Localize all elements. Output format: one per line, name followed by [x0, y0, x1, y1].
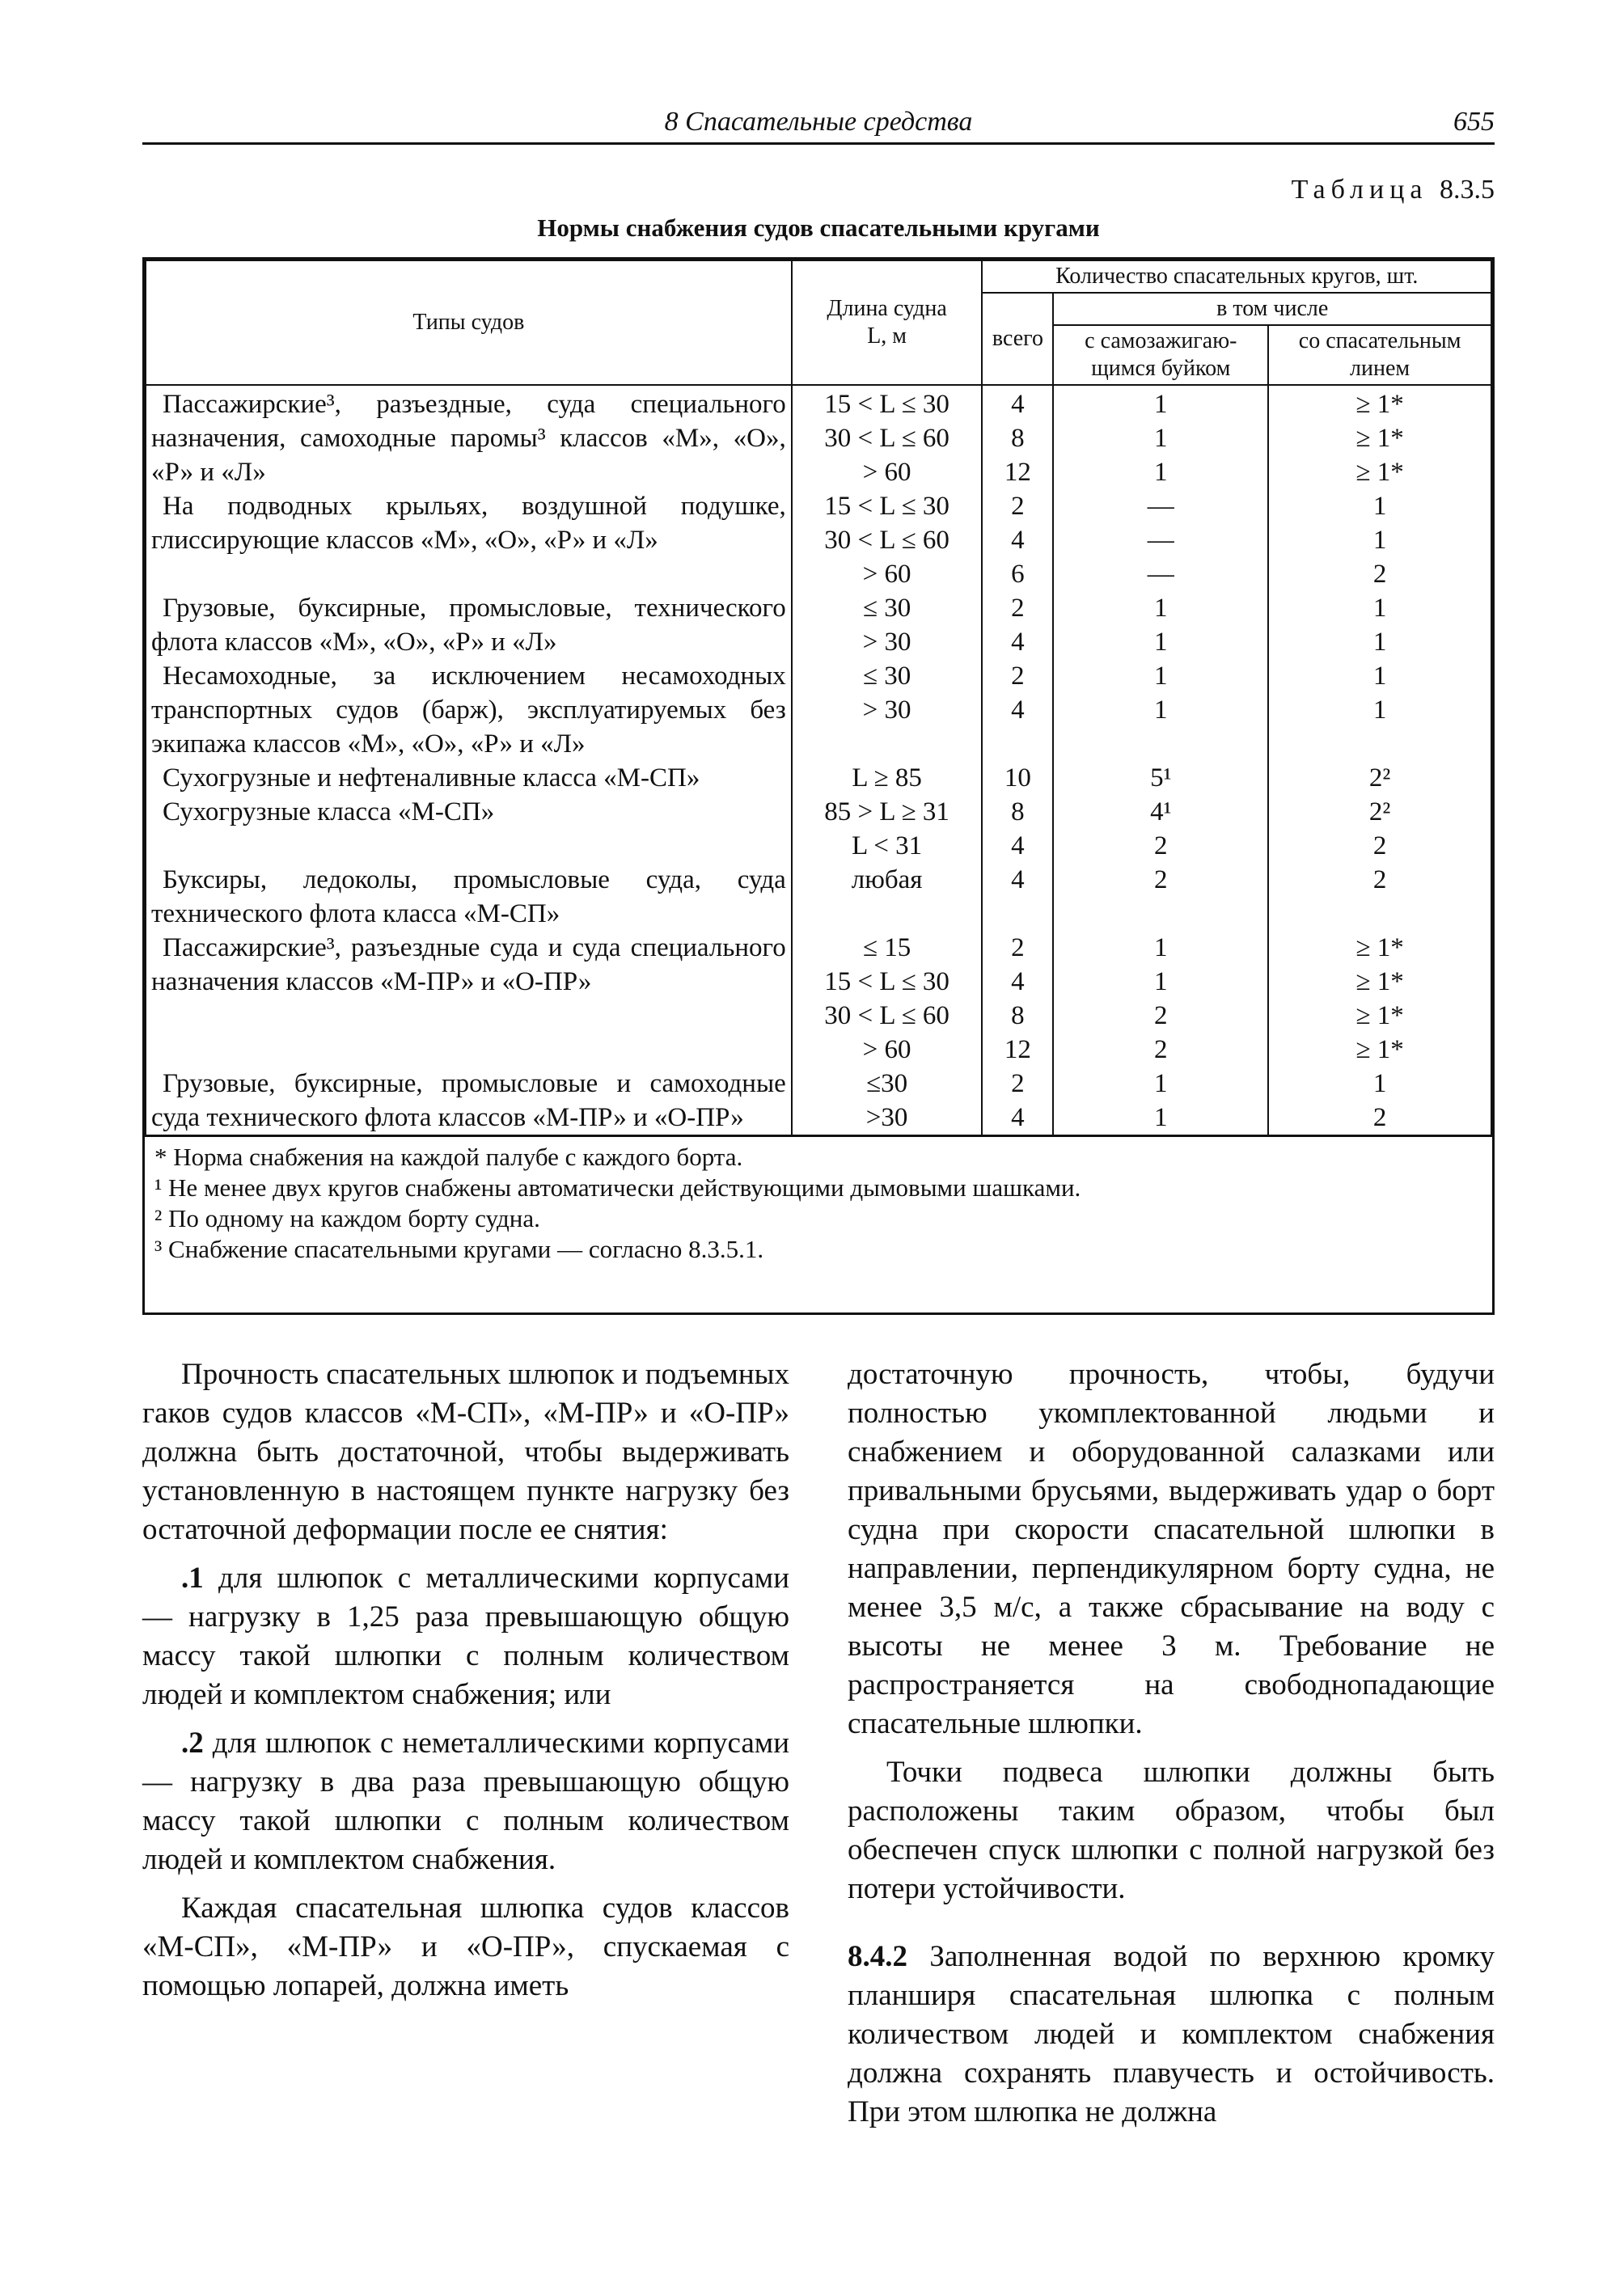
paragraph: достаточную прочность, чтобы, будучи полностью укомплектованной людьми и снабжением и оборудованной салазками или привальными брусьями, выдерживать удар о борт судна при скорости спасательной шлюпки в направлении, перпендикулярном борту судна, не менее 3,5 м/с, а также сбрасывание на воду с высоты не менее 3 м. Требование не распространяется на свободнопадающие спасательные шлюпки. — [848, 1358, 1495, 1740]
row-length: 30 < L ≤ 60 — [824, 424, 949, 453]
footnote: ² По одному на каждом борту судна. — [154, 1204, 540, 1232]
row-length: > 60 — [862, 458, 911, 487]
row-length: L ≥ 85 — [852, 763, 922, 793]
table-label-word: Таблица — [1291, 175, 1428, 205]
list-item-number: .1 — [181, 1562, 204, 1595]
row-length: 30 < L ≤ 60 — [824, 1001, 949, 1030]
col-header-length-unit: L, м — [867, 323, 907, 349]
row-line: ≥ 1* — [1355, 458, 1404, 487]
row-total: 4 — [1011, 1103, 1025, 1132]
row-vessel-type: Грузовые, буксирные, промысловые и самоходные суда технического флота классов «М-ПР» и «О-ПР» — [146, 1067, 792, 1135]
col-header-buoy: с самозажигаю-щимся буйком — [1053, 325, 1268, 385]
body-column-right — [848, 1355, 1495, 2132]
row-buoy: — — [1147, 560, 1174, 589]
row-total-cell — [982, 931, 1053, 1067]
footnote: ³ Снабжение спасательными кругами — согласно 8.3.5.1. — [154, 1235, 764, 1263]
row-total: 12 — [1004, 1035, 1031, 1064]
row-vessel-type: Буксиры, ледоколы, промысловые суда, суда технического флота класса «М-СП» — [146, 863, 792, 931]
row-buoy: 1 — [1154, 695, 1168, 725]
row-length-cell — [792, 489, 983, 591]
table-title: Нормы снабжения судов спасательными кругами — [537, 213, 1100, 242]
row-line: ≥ 1* — [1355, 1035, 1404, 1064]
clause-text: Заполненная водой по верхнюю кромку планширя спасательная шлюпка с полным количеством людей и комплектом снабжения должна сохранять плавучесть и остойчивость. При этом шлюпка не должна — [848, 1940, 1495, 2128]
row-length-cell — [792, 659, 983, 761]
row-length-cell — [792, 1067, 983, 1135]
row-buoy: 1 — [1154, 628, 1168, 657]
row-total: 4 — [1011, 695, 1025, 725]
footnote: * Норма снабжения на каждой палубе с каждого борта. — [154, 1143, 743, 1171]
table-row — [146, 659, 1491, 761]
table-row — [146, 385, 1491, 489]
row-buoy: 2 — [1154, 831, 1168, 860]
list-item-text: для шлюпок с металлическими корпусами — нагрузку в 1,25 раза превышающую общую массу такой шлюпки с полным количеством людей и комплектом снабжения; или — [142, 1562, 790, 1711]
row-line: 1 — [1372, 662, 1387, 691]
footnote: ¹ Не менее двух кругов снабжены автоматически действующими дымовыми шашками. — [154, 1173, 1081, 1202]
row-line: 1 — [1372, 628, 1387, 657]
row-line-cell — [1268, 659, 1491, 761]
row-total: 10 — [1004, 763, 1031, 793]
row-line-cell — [1268, 795, 1491, 863]
list-item-number: .2 — [181, 1727, 204, 1760]
row-buoy: 1 — [1154, 933, 1168, 962]
equipment-norms-table — [142, 257, 1495, 1315]
row-total-cell — [982, 489, 1053, 591]
row-buoy: 1 — [1154, 1069, 1168, 1098]
row-vessel-type: Пассажирские³, разъездные, суда специального назначения, самоходные паромы³ классов «М», «О», «Р» и «Л» — [146, 385, 792, 489]
row-buoy-cell — [1053, 489, 1268, 591]
row-buoy: 2 — [1154, 1035, 1168, 1064]
row-line-cell — [1268, 931, 1491, 1067]
row-total: 2 — [1011, 492, 1025, 521]
row-length-cell — [792, 795, 983, 863]
row-length: 15 < L ≤ 30 — [824, 390, 949, 419]
row-buoy-cell — [1053, 761, 1268, 795]
table-row — [146, 931, 1491, 1067]
row-line-cell — [1268, 863, 1491, 931]
table-footnotes — [145, 1135, 1492, 1265]
table-row — [146, 591, 1491, 659]
row-buoy-cell — [1053, 931, 1268, 1067]
row-buoy: 2 — [1154, 865, 1168, 894]
row-total: 8 — [1011, 797, 1025, 826]
paragraph: Каждая спасательная шлюпка судов классов «М-СП», «М-ПР» и «О-ПР», спускаемая с помощью лопарей, должна иметь — [142, 1892, 789, 2002]
row-total: 4 — [1011, 865, 1025, 894]
row-vessel-type: Сухогрузные класса «М-СП» — [146, 795, 792, 863]
row-line: ≥ 1* — [1355, 390, 1404, 419]
body-column-left — [142, 1355, 789, 2006]
col-header-including: в том числе — [1053, 293, 1491, 325]
row-buoy: — — [1147, 526, 1174, 555]
row-line: 1 — [1372, 695, 1387, 725]
row-length: ≤ 15 — [862, 933, 911, 962]
col-header-quantity: Количество спасательных кругов, шт. — [982, 260, 1491, 293]
row-buoy-cell — [1053, 795, 1268, 863]
row-total: 4 — [1011, 831, 1025, 860]
row-line: 1 — [1372, 526, 1387, 555]
row-total-cell — [982, 385, 1053, 489]
row-line-cell — [1268, 761, 1491, 795]
row-buoy: 1 — [1154, 390, 1168, 419]
row-total-cell — [982, 1067, 1053, 1135]
table-row — [146, 795, 1491, 863]
paragraph: Точки подвеса шлюпки должны быть расположены таким образом, чтобы был обеспечен спуск шлюпки с полной нагрузкой без потери устойчивости. — [848, 1756, 1495, 1905]
row-length: 85 > L ≥ 31 — [824, 797, 949, 826]
row-total: 4 — [1011, 628, 1025, 657]
col-header-total: всего — [982, 293, 1053, 385]
row-line: 2 — [1372, 1103, 1387, 1132]
paragraph: Прочность спасательных шлюпок и подъемных гаков судов классов «М-СП», «М-ПР» и «О-ПР» должна быть достаточной, чтобы выдерживать установленную в настоящем пункте нагрузку без остаточной деформации после ее снятия: — [142, 1358, 789, 1546]
row-line: 2 — [1372, 831, 1387, 860]
row-line: ≥ 1* — [1355, 967, 1404, 996]
row-length: > 60 — [862, 560, 911, 589]
col-header-type: Типы судов — [146, 260, 792, 385]
row-length: L < 31 — [852, 831, 923, 860]
row-total-cell — [982, 795, 1053, 863]
row-line: ≥ 1* — [1355, 424, 1404, 453]
clause-paragraph — [848, 1938, 1495, 2132]
row-line: 2² — [1368, 797, 1391, 826]
row-buoy: 1 — [1154, 424, 1168, 453]
row-vessel-type: Несамоходные, за исключением несамоходных транспортных судов (барж), эксплуатируемых без экипажа классов «М», «О», «Р» и «Л» — [146, 659, 792, 761]
row-buoy-cell — [1053, 1067, 1268, 1135]
row-buoy: 4¹ — [1150, 797, 1172, 826]
row-length-cell — [792, 863, 983, 931]
row-vessel-type: Пассажирские³, разъездные суда и суда специального назначения классов «М-ПР» и «О-ПР» — [146, 931, 792, 1067]
row-buoy-cell — [1053, 863, 1268, 931]
list-item-text: для шлюпок с неметаллическими корпусами — нагрузку в два раза превышающую общую массу такой шлюпки с полным количеством людей и комплектом снабжения. — [142, 1727, 789, 1876]
row-length: ≤ 30 — [862, 594, 911, 623]
row-total-cell — [982, 761, 1053, 795]
row-buoy: 2 — [1154, 1001, 1168, 1030]
row-length: ≤30 — [866, 1069, 908, 1098]
row-length: > 30 — [862, 628, 911, 657]
row-buoy-cell — [1053, 659, 1268, 761]
row-length-cell — [792, 761, 983, 795]
table-row — [146, 1067, 1491, 1135]
table-row — [146, 489, 1491, 591]
row-line: ≥ 1* — [1355, 1001, 1404, 1030]
row-line-cell — [1268, 1067, 1491, 1135]
row-vessel-type: Сухогрузные и нефтеналивные класса «М-СП» — [146, 761, 792, 795]
row-total: 8 — [1011, 424, 1025, 453]
row-line: 1 — [1372, 594, 1387, 623]
row-buoy: 1 — [1154, 967, 1168, 996]
list-item — [142, 1724, 789, 1879]
table-row — [146, 863, 1491, 931]
row-total: 2 — [1011, 662, 1025, 691]
row-buoy-cell — [1053, 591, 1268, 659]
row-buoy: 1 — [1154, 458, 1168, 487]
row-total: 12 — [1004, 458, 1031, 487]
row-length: > 30 — [862, 695, 911, 725]
row-length-cell — [792, 385, 983, 489]
row-total-cell — [982, 659, 1053, 761]
row-total: 4 — [1011, 390, 1025, 419]
row-length: 15 < L ≤ 30 — [824, 492, 949, 521]
row-total-cell — [982, 591, 1053, 659]
row-buoy: 5¹ — [1150, 763, 1172, 793]
row-line: 1 — [1372, 492, 1387, 521]
row-length: любая — [851, 865, 923, 894]
page-number: 655 — [1453, 107, 1495, 137]
row-line-cell — [1268, 385, 1491, 489]
table-number: 8.3.5 — [1440, 175, 1495, 205]
row-vessel-type: На подводных крыльях, воздушной подушке, глиссирующие классов «М», «О», «Р» и «Л» — [146, 489, 792, 591]
row-length: > 60 — [862, 1035, 911, 1064]
table-label — [1292, 175, 1495, 205]
col-header-line: со спасательным линем — [1268, 325, 1491, 385]
row-total: 2 — [1011, 594, 1025, 623]
row-line: 2 — [1372, 560, 1387, 589]
table-row — [146, 761, 1491, 795]
row-line: 2² — [1368, 763, 1391, 793]
row-line: 1 — [1372, 1069, 1387, 1098]
row-length-cell — [792, 931, 983, 1067]
row-buoy: — — [1147, 492, 1174, 521]
row-length-cell — [792, 591, 983, 659]
row-line-cell — [1268, 591, 1491, 659]
clause-number: 8.4.2 — [848, 1940, 907, 1973]
row-buoy-cell — [1053, 385, 1268, 489]
row-total: 2 — [1011, 933, 1025, 962]
row-line: 2 — [1372, 865, 1387, 894]
row-line: ≥ 1* — [1355, 933, 1404, 962]
col-header-length-label: Длина судна — [827, 296, 947, 321]
row-buoy: 1 — [1154, 594, 1168, 623]
col-header-length — [792, 260, 983, 385]
row-total: 6 — [1011, 560, 1025, 589]
row-length: 30 < L ≤ 60 — [824, 526, 949, 555]
row-total: 2 — [1011, 1069, 1025, 1098]
row-total: 4 — [1011, 526, 1025, 555]
row-length: 15 < L ≤ 30 — [824, 967, 949, 996]
row-line-cell — [1268, 489, 1491, 591]
row-length: >30 — [865, 1103, 908, 1132]
list-item — [142, 1559, 789, 1714]
row-length: ≤ 30 — [862, 662, 911, 691]
section-title: 8 Спасательные средства — [664, 107, 973, 137]
norms-grid — [145, 260, 1492, 1135]
running-header — [142, 104, 1495, 145]
row-total-cell — [982, 863, 1053, 931]
row-vessel-type: Грузовые, буксирные, промысловые, технического флота классов «М», «О», «Р» и «Л» — [146, 591, 792, 659]
row-total: 8 — [1011, 1001, 1025, 1030]
row-buoy: 1 — [1154, 1103, 1168, 1132]
row-total: 4 — [1011, 967, 1025, 996]
row-buoy: 1 — [1154, 662, 1168, 691]
